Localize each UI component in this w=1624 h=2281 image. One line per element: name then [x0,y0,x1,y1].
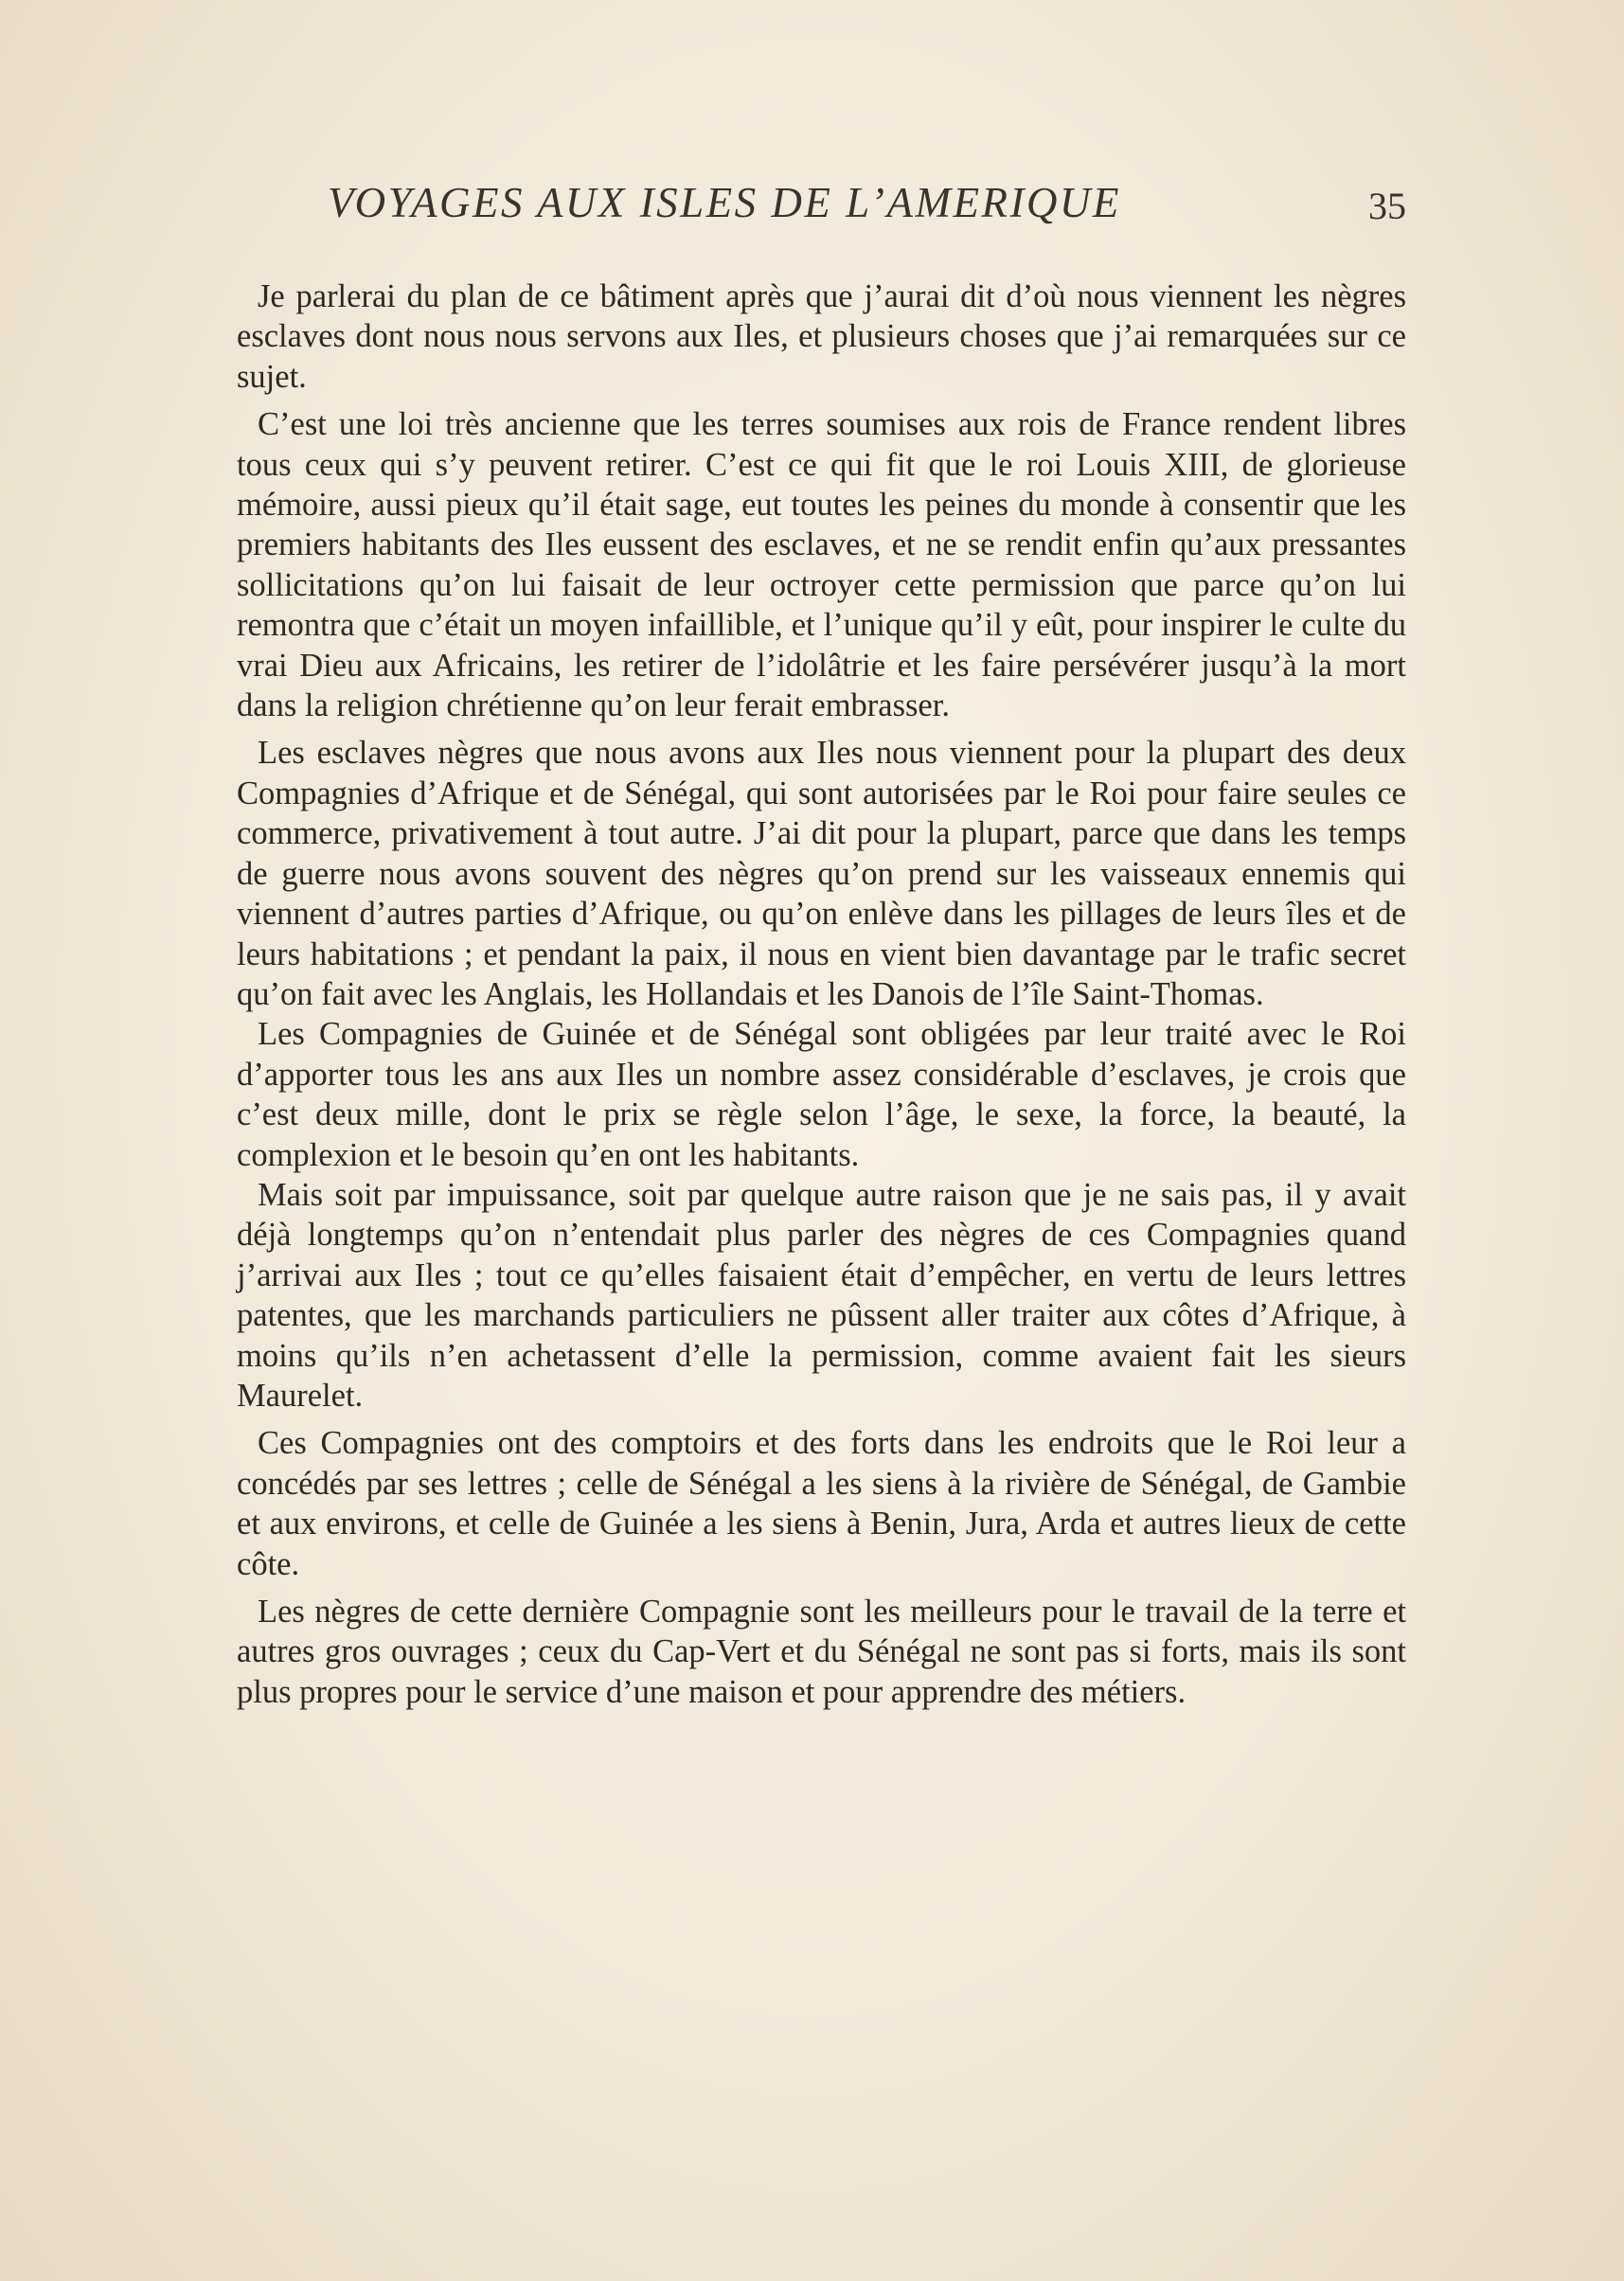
paragraph-6: Ces Compagnies ont des comptoirs et des forts dans les endroits que le Roi leur a concédés par ses lettres ; celle de Sénégal a les siens à la rivière de Sénégal, de Gambie et aux environs, et celle de Guinée a les siens à Benin, Jura, Arda et autres lieux de cette côte. [237,1425,1406,1582]
paragraph-3: Les esclaves nègres que nous avons aux Iles nous viennent pour la plupart des deux Compagnies d’Afrique et de Sénégal, qui sont autorisées par le Roi pour faire seules ce commerce, privativement à tout autre. J’ai dit pour la plupart, parce que dans les temps de guerre nous avons souvent des nègres qu’on prend sur les vaisseaux ennemis qui viennent d’autres parties d’Afrique, ou qu’on enlève dans les pillages de leurs îles et de leurs habitations ; et pendant la paix, il nous en vient bien davantage par le trafic secret qu’on fait avec les Anglais, les Hollandais et les Danois de l’île Saint-Thomas. [237,735,1406,1012]
body-text [237,276,1406,1712]
page-header [237,178,1406,244]
paragraph-5: Mais soit par impuissance, soit par quelque autre raison que je ne sais pas, il y avait déjà longtemps qu’on n’entendait plus parler des nègres de ces Compagnies quand j’arrivai aux Iles ; tout ce qu’elles faisaient était d’empêcher, en vertu de leurs lettres patentes, que les marchands particuliers ne pûssent aller traiter aux côtes d’Afrique, à moins qu’ils n’en achetassent d’elle la permission, comme avaient fait les sieurs Maurelet. [237,1176,1406,1414]
running-title: VOYAGES AUX ISLES DE L’AMERIQUE [328,179,1121,226]
paragraph-4: Les Compagnies de Guinée et de Sénégal sont obligées par leur traité avec le Roi d’apporter tous les ans aux Iles un nombre assez considérable d’esclaves, je crois que c’est deux mille, dont le prix se règle selon l’âge, le sexe, la force, la beauté, la complexion et le besoin qu’en ont les habitants. [237,1016,1406,1173]
paragraph-1: Je parlerai du plan de ce bâtiment après que j’aurai dit d’où nous viennent les nègres esclaves dont nous nous servons aux Iles, et plusieurs choses que j’ai remarquées sur ce sujet. [237,278,1406,395]
paragraph-7: Les nègres de cette dernière Compagnie sont les meilleurs pour le travail de la terre et autres gros ouvrages ; ceux du Cap-Vert et du Sénégal ne sont pas si forts, mais ils sont plus propres pour le service d’une maison et pour apprendre des métiers. [237,1594,1406,1710]
paragraph-2: C’est une loi très ancienne que les terres soumises aux rois de France rendent libres tous ceux qui s’y peuvent retirer. C’est ce qui fit que le roi Louis XIII, de glorieuse mémoire, aussi pieux qu’il était sage, eut toutes les peines du monde à consentir que les premiers habitants des Iles eussent des esclaves, et ne se rendit enfin qu’aux pressantes sollicitations qu’on lui faisait de leur octroyer cette permission que parce qu’on lui remontra que c’était un moyen infaillible, et l’unique qu’il y eût, pour inspirer le culte du vrai Dieu aux Africains, les retirer de l’idolâtrie et les faire persévérer jusqu’à la mort dans la religion chrétienne qu’on leur ferait embrasser. [237,406,1406,724]
page-number: 35 [1368,185,1406,227]
